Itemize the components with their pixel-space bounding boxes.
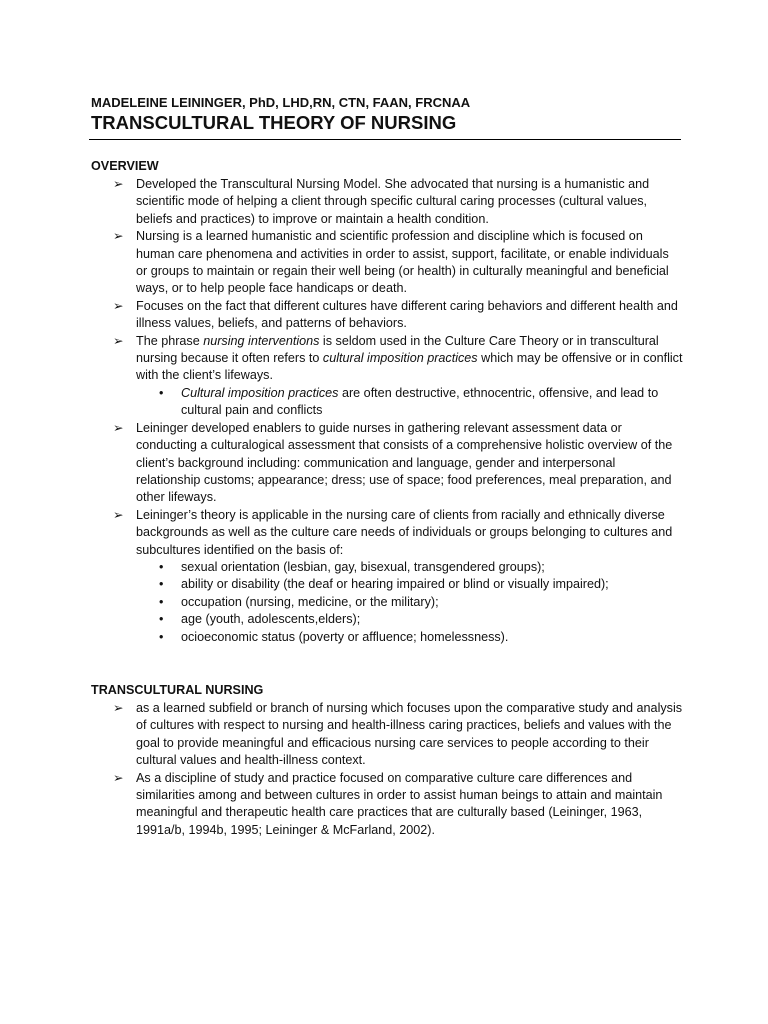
bullet-icon: •: [159, 629, 164, 644]
arrow-bullet-icon: ➢: [113, 420, 124, 435]
sub-list-item: • age (youth, adolescents,elders);: [91, 611, 683, 628]
bullet-icon: •: [159, 385, 164, 400]
bullet-icon: •: [159, 612, 164, 627]
list-item: ➢ as a learned subfield or branch of nursing which focuses upon the comparative study and analysis of cultures with respect to nursing and health-illness caring practices, beliefs and values with the goal to provide meaningful and efficacious nursing care services to people according to their cultural values and health-illness context.: [113, 701, 683, 768]
transcultural-nursing-list: [91, 700, 683, 839]
bullet-icon: •: [159, 559, 164, 574]
list-item: ➢ Leininger’s theory is applicable in the nursing care of clients from racially and ethnically diverse backgrounds as well as the culture care needs of individuals or groups belonging to cultures and subcultures identified on the basis of:: [113, 507, 673, 557]
arrow-bullet-icon: ➢: [113, 507, 124, 522]
list-item: ➢ Focuses on the fact that different cultures have different caring behaviors and different health and illness values, beliefs, and patterns of behaviors.: [113, 298, 678, 331]
sub-list-item: • ocioeconomic status (poverty or affluence; homelessness).: [91, 629, 683, 646]
overview-list: [91, 176, 683, 646]
arrow-bullet-icon: ➢: [113, 177, 124, 191]
bullet-icon: •: [159, 594, 164, 609]
sub-list-item: • Cultural imposition practices are often destructive, ethnocentric, offensive, and lead to cultural pain and conflicts: [159, 385, 659, 418]
sub-list-item: • sexual orientation (lesbian, gay, bisexual, transgendered groups);: [91, 559, 683, 576]
author-line: MADELEINE LEININGER, PhD, LHD,RN, CTN, FAAN, FRCNAA: [91, 95, 471, 110]
list-item: ➢ Leininger developed enablers to guide nurses in gathering relevant assessment data or conducting a culturalogical assessment that consists of a comprehensive holistic overview of the client’s background including: communication and language, gender and interpersonal relationship customs; appearance; dress; use of space; food preferences, meal preparation, and other lifeways.: [113, 420, 673, 505]
overview-heading: OVERVIEW: [91, 159, 159, 173]
list-item: ➢ As a discipline of study and practice focused on comparative culture care differences and similarities among and between cultures in order to assist human beings to attain and maintain meaningful and therapeutic health care practices that are culturally based (Leininger, 1963, 1991a/b, 1994b, 1995; Leininger & McFarland, 2002).: [113, 770, 663, 837]
list-item: ➢ Developed the Transcultural Nursing Model. She advocated that nursing is a humanistic and scientific mode of helping a client through specific cultural caring processes (cultural values, beliefs and practices) to improve or maintain a health condition.: [113, 177, 650, 226]
title-rule: [89, 139, 681, 140]
arrow-bullet-icon: ➢: [113, 298, 124, 313]
arrow-bullet-icon: ➢: [113, 770, 124, 785]
list-item: ➢ Nursing is a learned humanistic and scientific profession and discipline which is focused on human care phenomena and activities in order to assist, support, facilitate, or enable individuals or groups to maintain or regain their well being (or health) in culturally meaningful and beneficial ways, or to help people face handicaps or death.: [113, 229, 669, 296]
transcultural-nursing-heading: TRANSCULTURAL NURSING: [91, 683, 264, 697]
arrow-bullet-icon: ➢: [113, 333, 124, 348]
bullet-icon: •: [159, 577, 164, 592]
sub-list-item: • ability or disability (the deaf or hearing impaired or blind or visually impaired);: [91, 576, 683, 593]
arrow-bullet-icon: ➢: [113, 229, 124, 244]
list-item: ➢ The phrase nursing interventions is seldom used in the Culture Care Theory or in transcultural nursing because it often refers to cultural imposition practices which may be offensive or in conflict with the client’s lifeways.: [113, 333, 683, 383]
sub-list-item: • occupation (nursing, medicine, or the military);: [91, 594, 683, 611]
document-title: TRANSCULTURAL THEORY OF NURSING: [91, 112, 457, 133]
arrow-bullet-icon: ➢: [113, 701, 124, 715]
